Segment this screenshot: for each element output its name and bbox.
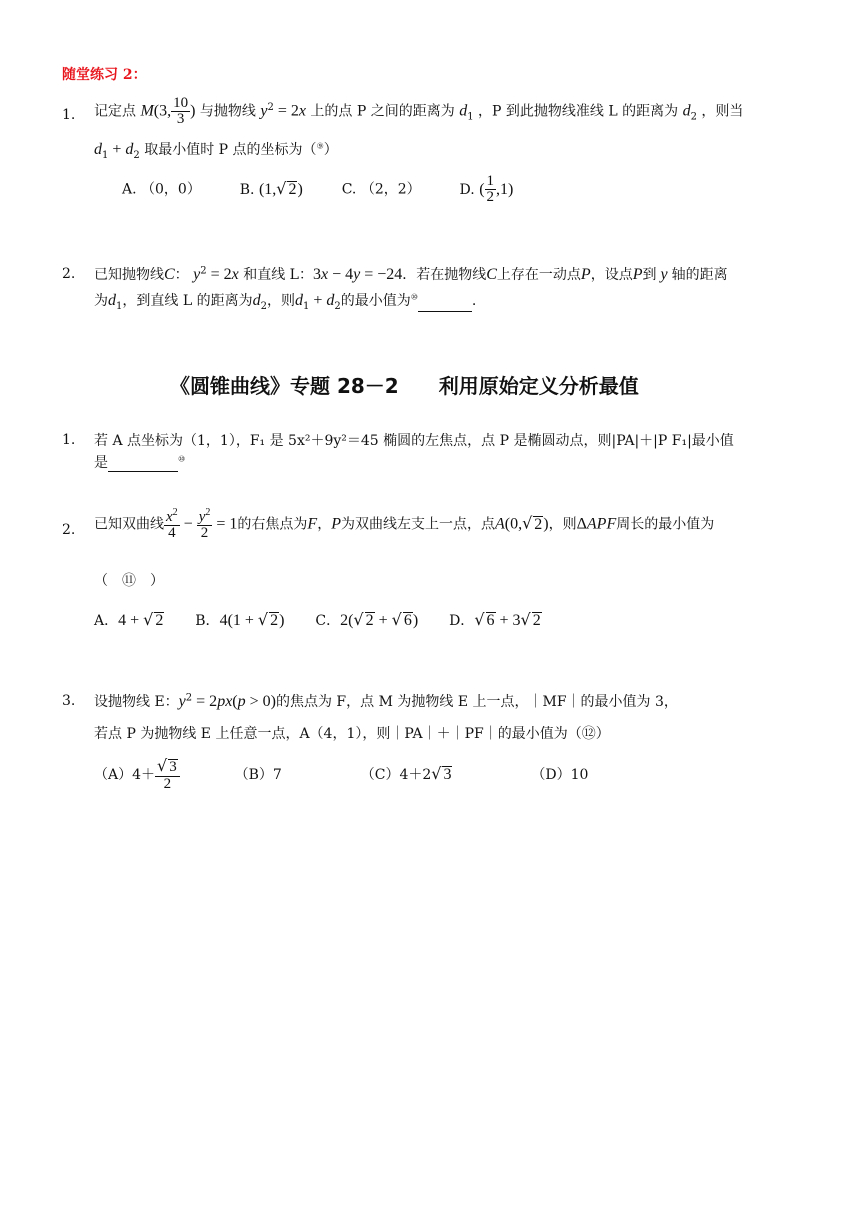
- practice-1-line1: 记定点 M(3, $\frac{10}{3}$ ) 与抛物线 $y^2 = 2x$ 上的点 P 之间的距离为 $d_1$ ，P 到此抛物线准线 L 的距离为 $d_2$ ，则当: [94, 95, 744, 127]
- problem-3-line1: 设抛物线 E：$y^2 = 2px(p > 0)$的焦点为 F，点 M 为抛物线 E 上一点，｜MF｜的最小值为 3，: [94, 692, 678, 710]
- practice-1-number: 1.: [62, 107, 76, 123]
- option-a: A. （0，0）: [122, 181, 201, 198]
- problem-2-options: [94, 610, 542, 630]
- practice-1-line2: $d_1 + d_2$ 取最小值时 P 点的坐标为（⑨）: [94, 141, 338, 161]
- practice-2-number: 2.: [62, 266, 76, 282]
- option-a: A．4 + √ 2: [94, 610, 164, 629]
- problem-3-number: 3.: [62, 693, 76, 709]
- practice-1-options: [122, 174, 513, 205]
- page-title: 《圆锥曲线》专题 28－2 利用原始定义分析最值: [170, 374, 639, 398]
- practice-2-line1: 已知抛物线C： $y^2 = 2x$ 和直线 L：3x − 4y = −24．若在抛物线C上存在一动点P，设点P到 y 轴的距离: [94, 265, 728, 283]
- option-d: D．√ 6 + 3√ 2: [449, 610, 541, 629]
- option-b: （B）7: [234, 766, 282, 783]
- problem-2-line2: （ ⑪ ）: [94, 573, 164, 589]
- option-d: （D）10: [531, 766, 589, 783]
- answer-blank: [108, 457, 178, 472]
- problem-2-number: 2.: [62, 522, 76, 538]
- problem-3-line2: 若点 P 为抛物线 E 上任意一点，A（4，1），则｜PA｜＋｜PF｜的最小值为（⑫）: [94, 726, 610, 742]
- problem-1-line2: 是 ⑩: [94, 454, 186, 471]
- option-b: B. (1,√ 2): [239, 178, 303, 198]
- problem-1-line1: 若 A 点坐标为（1，1），F₁ 是 5x²＋9y²＝45 椭圆的左焦点，点 P 是椭圆动点，则|PA|＋|P F₁|最小值: [94, 433, 734, 449]
- problem-3-options: [94, 758, 588, 792]
- practice-2-line2: 为$d_1$，到直线 L 的距离为$d_2$，则$d_1 + d_2$的最小值为⑩ .: [94, 292, 477, 312]
- option-d: D. ( $\frac{1}{2}$ ,1): [459, 173, 514, 205]
- option-a: （A）4＋ $\frac{√ 3}{2}$: [94, 767, 180, 783]
- option-c: C. （2，2）: [341, 181, 421, 198]
- option-b: B．4(1 + √ 2): [195, 610, 285, 629]
- problem-2-line1: 已知双曲线 $\frac{x^2}{4}$ − $\frac{y^2}{2}$ = 1的右焦点为F，P为双曲线左支上一点，点A(0,√ 2)，则ΔAPF周长的最小值为: [94, 507, 715, 541]
- problem-1-number: 1.: [62, 432, 76, 448]
- option-c: C．2(√ 2 + √ 6): [315, 610, 419, 629]
- answer-blank: [418, 297, 472, 312]
- section-label: 随堂练习 2：: [62, 67, 147, 83]
- option-c: （C）4＋2√ 3: [360, 763, 452, 783]
